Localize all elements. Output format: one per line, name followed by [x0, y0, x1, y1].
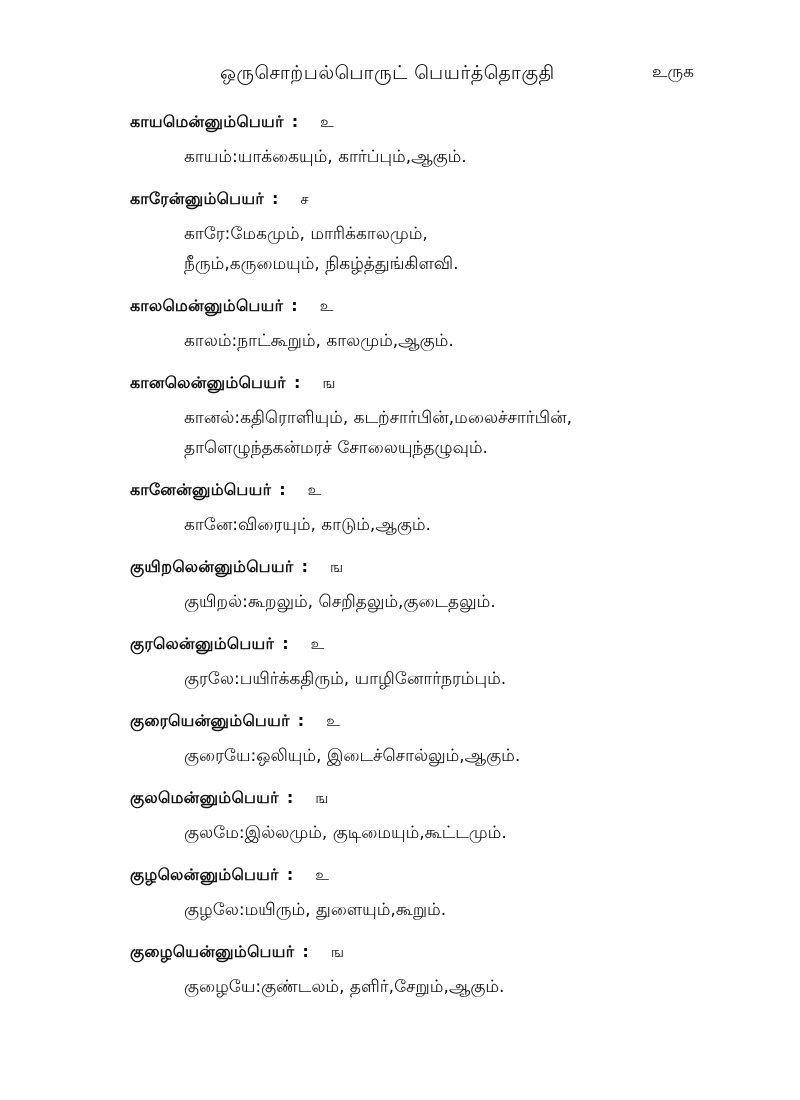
entry-definition-line: காரே:மேகமும், மாரிக்காலமும், [184, 224, 428, 244]
entry-colon: : [301, 557, 308, 576]
entry [130, 942, 770, 1002]
entry [130, 112, 770, 172]
entry-heading [130, 788, 770, 818]
entry-count: ங [322, 374, 336, 392]
entry-headword: காயமென்னும்பெயர் [130, 112, 284, 131]
entry-definition-line: காலம்:நாட்கூறும், காலமும்,ஆகும். [184, 331, 454, 351]
entry-headword: குரலென்னும்பெயர் [130, 634, 275, 653]
entry-colon: : [291, 296, 298, 315]
entry-colon: : [282, 634, 289, 653]
entry-heading [130, 480, 770, 510]
entry [130, 788, 770, 848]
entry-definition-line: நீரும்,கருமையும், நிகழ்த்துங்கிளவி. [184, 254, 459, 274]
entry-colon: : [293, 373, 301, 392]
entry-colon: : [272, 189, 279, 208]
section-title: ஒருசொற்பல்பொருட் பெயர்த்தொகுதி [220, 62, 555, 84]
entry-heading [130, 634, 770, 664]
entry-heading [130, 112, 770, 142]
entry-headword: குழையென்னும்பெயர் [130, 942, 295, 961]
entry-count: ங [329, 558, 344, 576]
entry-headword: கானலென்னும்பெயர் [130, 373, 286, 392]
entry [130, 296, 770, 356]
entry-count: உ [310, 635, 325, 653]
entry-count: உ [307, 481, 322, 499]
entry-heading [130, 373, 770, 403]
entry [130, 373, 770, 463]
entry-count: ச [300, 190, 309, 208]
entry-count: ங [315, 789, 329, 807]
entry-colon: : [302, 942, 309, 961]
entry-definition-line: குழலே:மயிரும், துளையும்,கூறும். [184, 900, 447, 920]
entry-heading [130, 865, 770, 895]
entry-definition-line: குரலே:பயிர்க்கதிரும், யாழினோர்நரம்பும். [184, 669, 507, 689]
entry-headword: குழலென்னும்பெயர் [130, 865, 279, 884]
entry-headword: காலமென்னும்பெயர் [130, 296, 284, 315]
entry-heading [130, 942, 770, 972]
entry-colon: : [297, 711, 305, 730]
entry-headword: காரேன்னும்பெயர் [130, 189, 265, 208]
entry-headword: குலமென்னும்பெயர் [130, 788, 279, 807]
entry-count: ங [330, 943, 344, 961]
entry-count: உ [326, 712, 340, 730]
entry-list [130, 112, 770, 1019]
entry-definition-line: குரையே:ஒலியும், இடைச்சொல்லும்,ஆகும். [184, 746, 521, 766]
entry [130, 480, 770, 540]
entry-definition-line: கானல்:கதிரொளியும், கடற்சார்பின்,மலைச்சார்பின், [184, 408, 573, 428]
entry-colon: : [286, 865, 294, 884]
entry-colon: : [291, 112, 299, 131]
page-number: உருக [652, 62, 695, 82]
entry-heading [130, 711, 770, 741]
entry-definition-line: கானே:விரையும், காடும்,ஆகும். [184, 515, 431, 535]
entry [130, 189, 770, 279]
page-header [220, 62, 720, 92]
entry-colon: : [279, 480, 286, 499]
entry-definition-line: தாளெழுந்தகன்மரச் சோலையுந்தழுவும். [184, 438, 488, 458]
entry-heading [130, 296, 770, 326]
entry [130, 557, 770, 617]
entry-count: உ [315, 866, 329, 884]
entry-definition-line: காயம்:யாக்கையும், கார்ப்பும்,ஆகும். [184, 147, 467, 167]
entry-heading [130, 557, 770, 587]
entry-definition-line: குழையே:குண்டலம், தளிர்,சேறும்,ஆகும். [184, 977, 505, 997]
entry-colon: : [286, 788, 294, 807]
entry-definition-line: குயிறல்:கூறலும், செறிதலும்,குடைதலும். [184, 592, 496, 612]
entry-count: உ [319, 297, 334, 315]
entry [130, 634, 770, 694]
entry-definition-line: குலமே:இல்லமும், குடிமையும்,கூட்டமும். [184, 823, 507, 843]
entry-count: உ [320, 113, 334, 131]
entry-heading [130, 189, 770, 219]
entry-headword: கானேன்னும்பெயர் [130, 480, 272, 499]
entry-headword: குயிறலென்னும்பெயர் [130, 557, 294, 576]
entry-headword: குரையென்னும்பெயர் [130, 711, 290, 730]
entry [130, 711, 770, 771]
entry [130, 865, 770, 925]
